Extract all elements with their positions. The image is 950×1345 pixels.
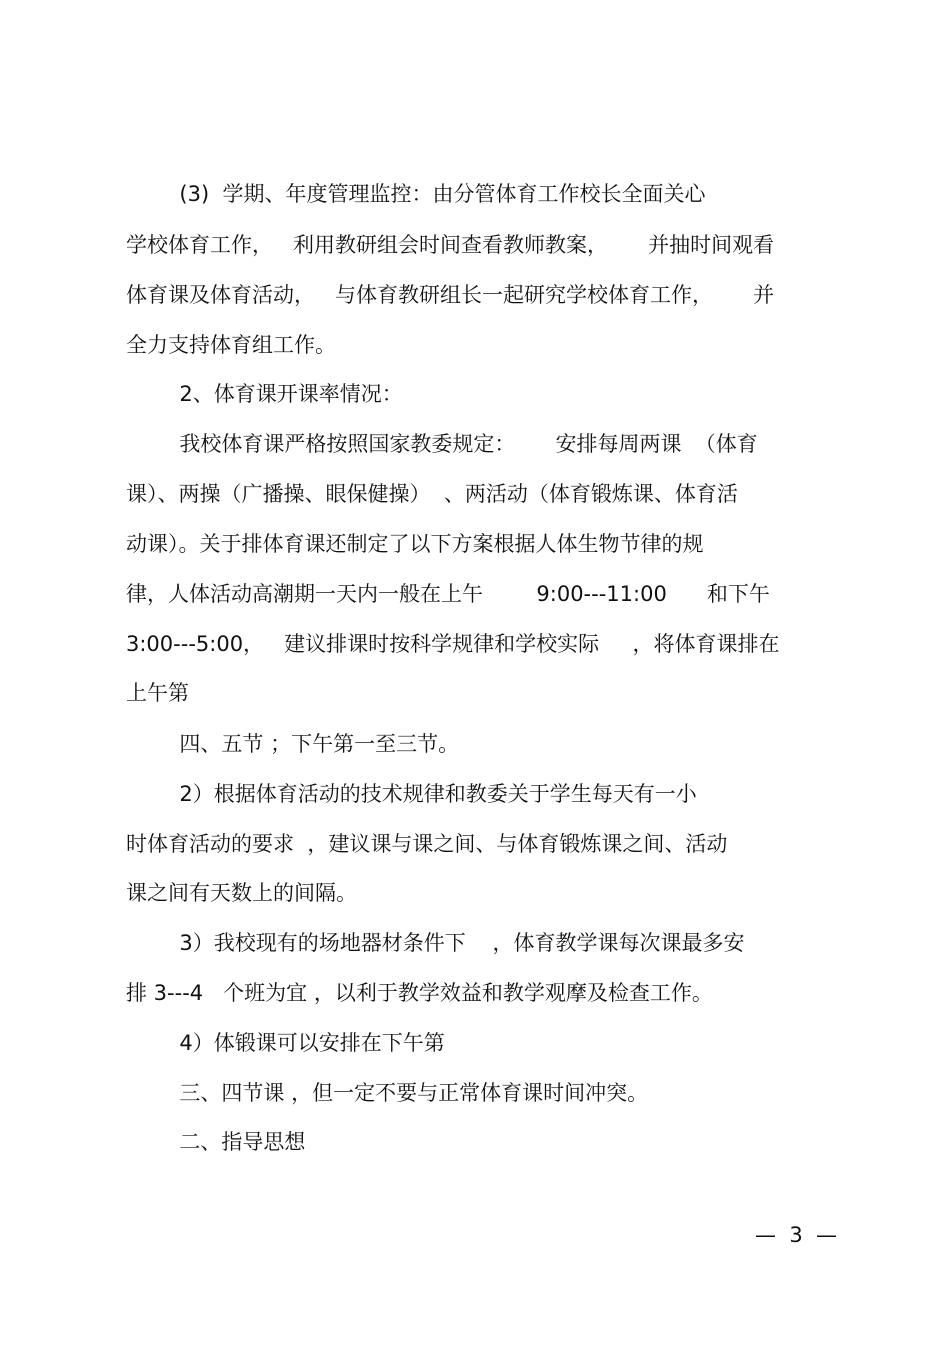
paragraph-line: 排 3---4 个班为宜 ，以利于教学效益和教学观摩及检查工作。 — [126, 981, 713, 1005]
paragraph-line: 动课）。关于排体育课还制定了以下方案根据人体生物节律的规 — [126, 532, 704, 556]
paragraph-line: 2）根据体育活动的技术规律和教委关于学生每天有一小 — [126, 782, 697, 806]
paragraph-line: 四、五节 ；下午第一至三节。 — [126, 732, 460, 756]
paragraph-line: 2、体育课开课率情况： — [126, 382, 403, 406]
paragraph-line: 课）、两操（广播操、眼保健操） 、两活动（体育锻炼课、体育活 — [126, 482, 738, 506]
paragraph-line: 二、指导思想 — [126, 1130, 306, 1154]
paragraph-line: 体育课及体育活动， 与体育教研组长一起研究学校体育工作， 并 — [126, 283, 775, 307]
paragraph-line: 三、四节课 ，但一定不要与正常体育课时间冲突。 — [126, 1081, 649, 1105]
paragraph-line: 我校体育课严格按照国家教委规定： 安排每周两课 （体育 — [126, 432, 758, 456]
paragraph-line: 3）我校现有的场地器材条件下 ，体育教学课每次课最多安 — [126, 931, 745, 955]
paragraph-line: 4）体锻课可以安排在下午第 — [126, 1031, 445, 1055]
paragraph-line: 全力支持体育组工作。 — [126, 333, 336, 357]
paragraph-line: (3) 学期、年度管理监控：由分管体育工作校长全面关心 — [126, 182, 706, 206]
paragraph-line: 时体育活动的要求 ，建议课与课之间、与体育锻炼课之间、活动 — [126, 832, 728, 856]
paragraph-line: 学校体育工作， 利用教研组会时间查看教师教案， 并抽时间观看 — [126, 233, 775, 257]
paragraph-line: 课之间有天数上的间隔。 — [126, 881, 357, 905]
paragraph-line: 律，人体活动高潮期一天内一般在上午 9:00---11:00 和下午 — [126, 582, 770, 606]
paragraph-line: 3:00---5:00， 建议排课时按科学规律和学校实际 ，将体育课排在 — [126, 632, 780, 656]
page-number: — 3 — — [755, 1223, 838, 1247]
paragraph-line: 上午第 — [126, 681, 189, 705]
